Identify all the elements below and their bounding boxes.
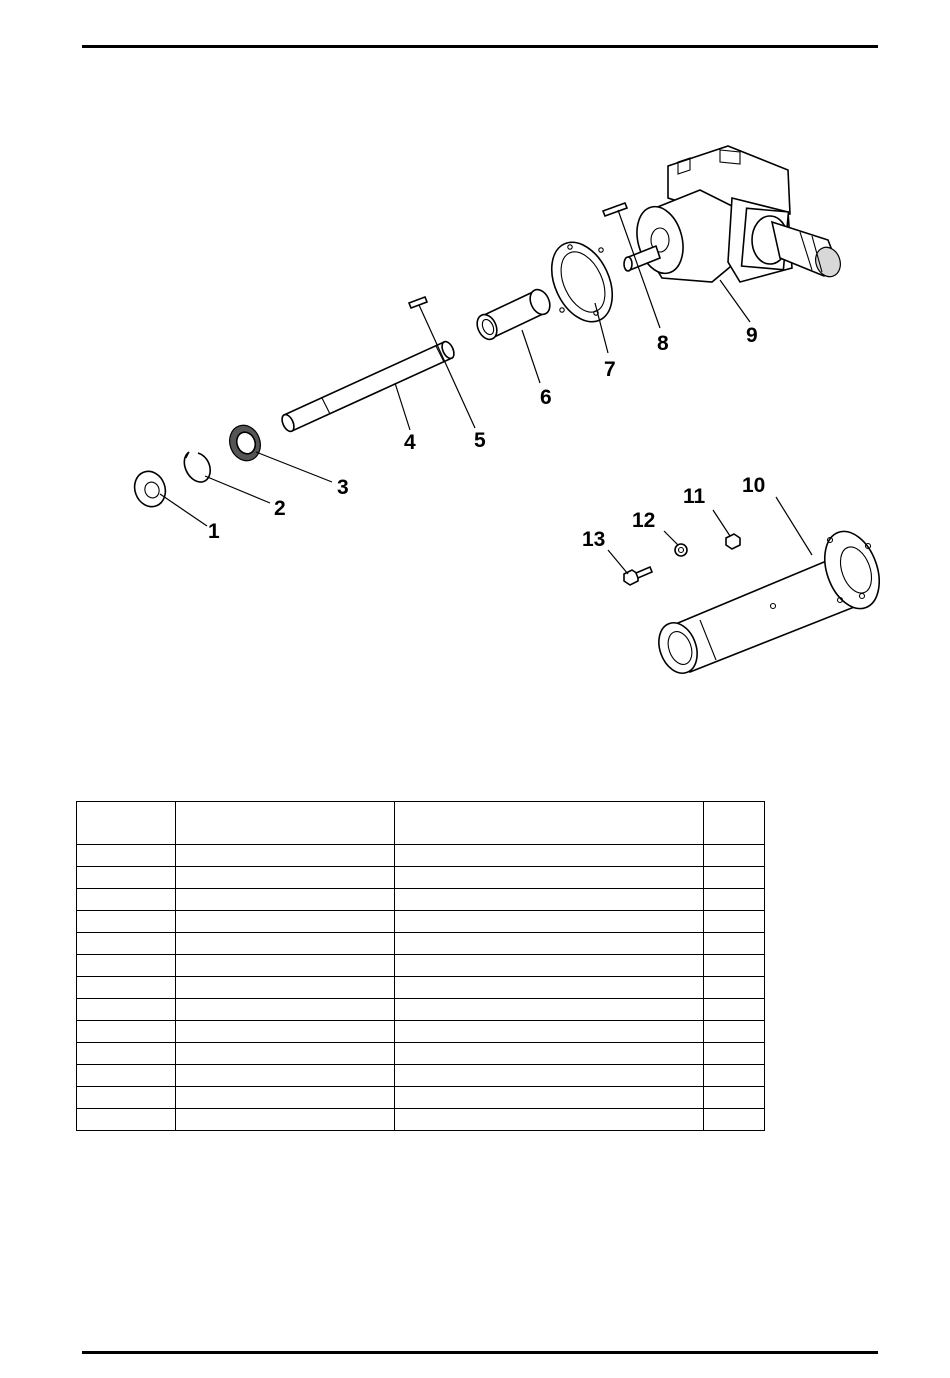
table-cell — [395, 1087, 704, 1109]
table-cell — [176, 1065, 395, 1087]
part-11-nut — [726, 534, 740, 549]
table-cell — [704, 1065, 765, 1087]
table-cell — [77, 867, 176, 889]
table-row — [77, 867, 765, 889]
callout-1: 1 — [208, 520, 220, 543]
table-cell — [176, 1109, 395, 1131]
callout-9: 9 — [746, 324, 758, 347]
table-row — [77, 1087, 765, 1109]
table-cell — [176, 933, 395, 955]
table-cell — [395, 1043, 704, 1065]
table-cell — [395, 999, 704, 1021]
table-cell — [704, 999, 765, 1021]
table-cell — [395, 955, 704, 977]
table-row — [77, 1043, 765, 1065]
table-cell — [704, 1021, 765, 1043]
table-cell — [176, 999, 395, 1021]
table-row — [77, 999, 765, 1021]
table-cell — [77, 955, 176, 977]
table-row — [77, 1065, 765, 1087]
table-row — [77, 977, 765, 999]
table-cell — [704, 1087, 765, 1109]
table-cell — [704, 955, 765, 977]
table-cell — [395, 845, 704, 867]
table-row — [77, 911, 765, 933]
part-12-lock-washer — [675, 544, 687, 556]
parts-list-table — [76, 801, 765, 1131]
table-row — [77, 955, 765, 977]
table-cell — [395, 1109, 704, 1131]
table-cell — [704, 889, 765, 911]
table-cell — [395, 977, 704, 999]
header-cell — [176, 802, 395, 845]
table-cell — [176, 1021, 395, 1043]
callout-2: 2 — [274, 497, 286, 520]
part-3-seal — [225, 421, 266, 465]
callout-6: 6 — [540, 386, 552, 409]
table-cell — [395, 911, 704, 933]
table-cell — [77, 999, 176, 1021]
header-cell — [77, 802, 176, 845]
table-cell — [704, 867, 765, 889]
table-cell — [704, 911, 765, 933]
footer-rule — [82, 1351, 878, 1354]
callout-13: 13 — [582, 528, 606, 551]
part-7-gasket — [540, 233, 624, 332]
table-cell — [77, 911, 176, 933]
table-cell — [395, 867, 704, 889]
table-row — [77, 933, 765, 955]
table-cell — [77, 1043, 176, 1065]
callout-3: 3 — [337, 476, 349, 499]
table-row — [77, 1109, 765, 1131]
callout-7: 7 — [604, 358, 616, 381]
callout-4: 4 — [404, 431, 416, 454]
callout-8: 8 — [657, 332, 669, 355]
header-cell — [704, 802, 765, 845]
table-header-row — [77, 802, 765, 845]
callout-12: 12 — [632, 509, 656, 532]
table-cell — [704, 845, 765, 867]
table-cell — [704, 933, 765, 955]
table-cell — [77, 1087, 176, 1109]
table-cell — [176, 889, 395, 911]
table-row — [77, 1021, 765, 1043]
table-cell — [395, 933, 704, 955]
callout-5: 5 — [474, 429, 486, 452]
part-1-washer — [130, 467, 171, 511]
table-row — [77, 889, 765, 911]
table-row — [77, 845, 765, 867]
table-cell — [176, 1043, 395, 1065]
table-cell — [704, 1109, 765, 1131]
table-cell — [395, 1065, 704, 1087]
table-cell — [176, 977, 395, 999]
table-cell — [704, 1043, 765, 1065]
table-cell — [77, 845, 176, 867]
part-8-key — [603, 203, 627, 216]
callout-11: 11 — [683, 485, 706, 508]
part-2-circlip — [184, 452, 210, 482]
table-cell — [77, 1109, 176, 1131]
table-cell — [704, 977, 765, 999]
table-cell — [176, 911, 395, 933]
part-6-sleeve — [473, 286, 553, 342]
part-9-gearbox — [624, 146, 844, 282]
table-cell — [77, 977, 176, 999]
table-cell — [395, 889, 704, 911]
part-13-bolt — [624, 567, 652, 585]
table-cell — [176, 1087, 395, 1109]
table-cell — [77, 1065, 176, 1087]
part-5-key — [409, 297, 427, 308]
table-cell — [77, 889, 176, 911]
part-10-tube-housing — [652, 524, 889, 679]
part-4-shaft — [280, 340, 457, 434]
table-cell — [176, 845, 395, 867]
table-cell — [176, 955, 395, 977]
table-cell — [395, 1021, 704, 1043]
header-cell — [395, 802, 704, 845]
table-cell — [77, 933, 176, 955]
callout-10: 10 — [742, 474, 766, 497]
table-cell — [176, 867, 395, 889]
table-cell — [77, 1021, 176, 1043]
